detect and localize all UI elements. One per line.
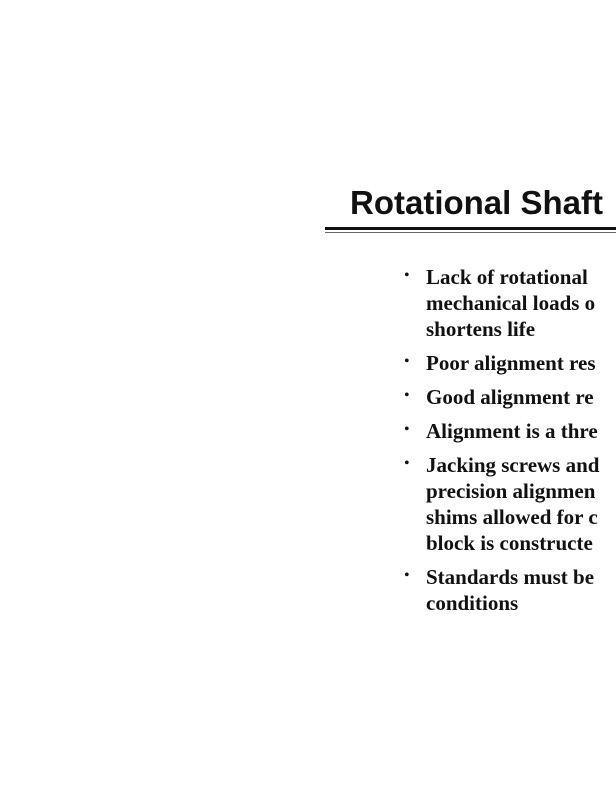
- bullet-text-line: mechanical loads o: [426, 291, 596, 315]
- bullet-text-line: conditions: [426, 591, 519, 615]
- title-underline: [325, 227, 616, 230]
- bullet-icon: •: [404, 353, 410, 370]
- bullet-text-line: Standards must be: [426, 565, 595, 589]
- bullet-item: [404, 452, 616, 556]
- bullet-item: [404, 564, 616, 616]
- bullet-text-line: Jacking screws and: [426, 453, 600, 477]
- bullet-text-line: shims allowed for c: [426, 505, 598, 529]
- slide-title: Rotational Shaft: [350, 184, 603, 221]
- bullet-text-line: shortens life: [426, 317, 536, 341]
- bullet-icon: •: [404, 455, 410, 472]
- bullet-text-line: Lack of rotational: [426, 265, 588, 289]
- bullet-text-line: Alignment is a thre: [426, 419, 598, 443]
- bullet-item: [404, 384, 616, 410]
- bullet-item: [404, 418, 616, 444]
- bullet-icon: •: [404, 267, 410, 284]
- bullet-icon: •: [404, 387, 410, 404]
- bullet-item: [404, 264, 616, 342]
- bullet-text-line: Good alignment re: [426, 385, 594, 409]
- title-underline-thin: [325, 232, 616, 233]
- bullet-text-line: block is constructe: [426, 531, 593, 555]
- bullet-text-line: precision alignmen: [426, 479, 596, 503]
- bullet-list: [404, 264, 616, 624]
- bullet-icon: •: [404, 567, 410, 584]
- bullet-item: [404, 350, 616, 376]
- bullet-icon: •: [404, 421, 410, 438]
- bullet-text-line: Poor alignment res: [426, 351, 596, 375]
